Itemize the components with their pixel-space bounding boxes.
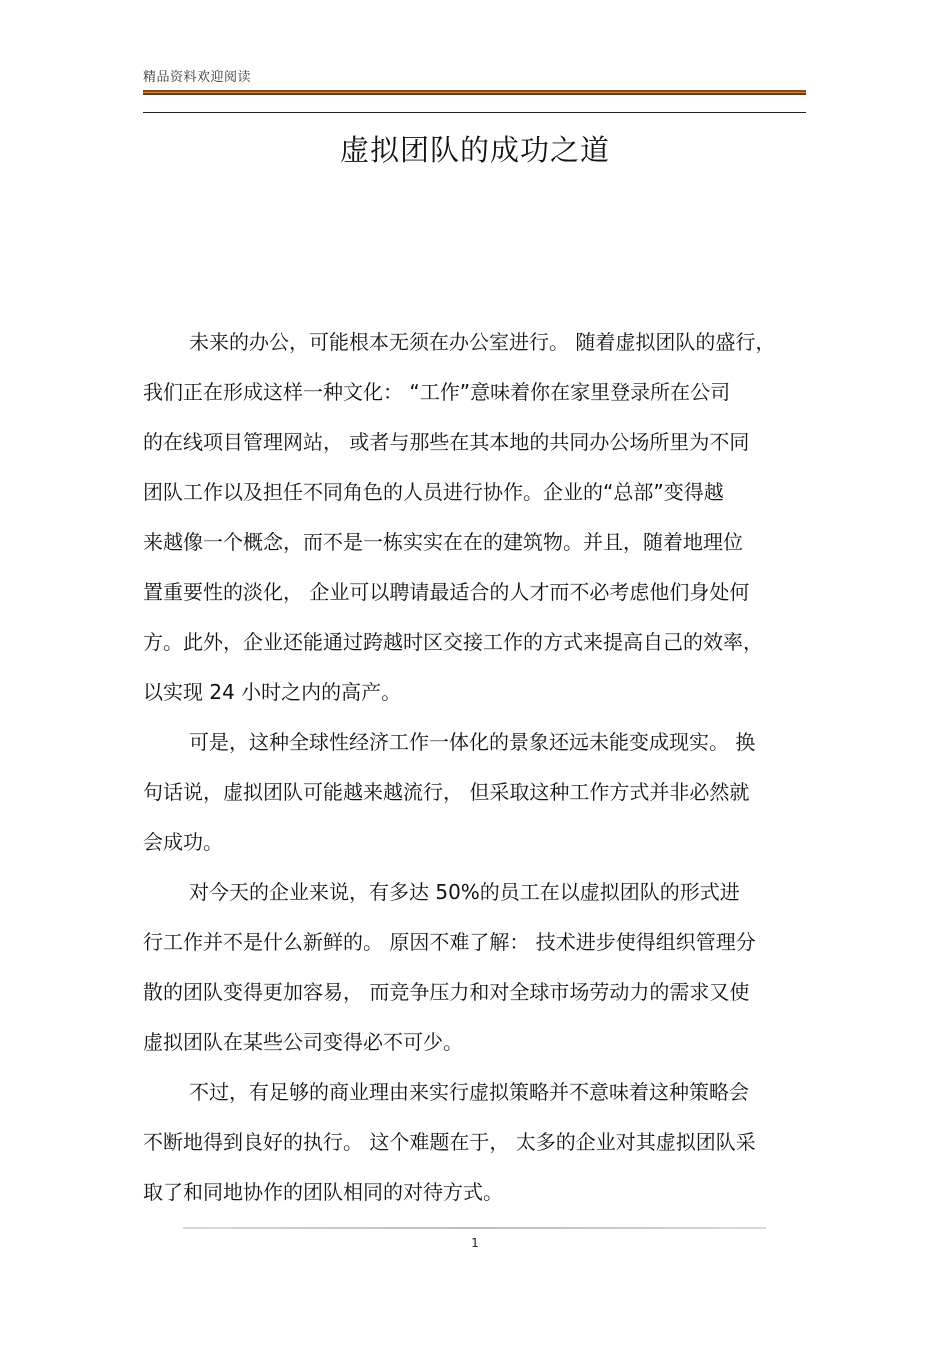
paragraph-3-line-2: 行工作并不是什么新鲜的。 原因不难了解： 技术进步使得组织管理分 bbox=[143, 930, 756, 954]
paragraph-2-line-2: 句话说，虚拟团队可能越来越流行， 但采取这种工作方式并非必然就 bbox=[143, 780, 750, 804]
footer-rule bbox=[183, 1227, 766, 1229]
paragraph-2-line-1: 可是，这种全球性经济工作一体化的景象还远未能变成现实。 换 bbox=[189, 730, 756, 754]
page-header-text: 精品资料欢迎阅读 bbox=[143, 70, 252, 85]
paragraph-1-line-5: 来越像一个概念，而不是一栋实实在在的建筑物。并且，随着地理位 bbox=[143, 530, 743, 554]
paragraph-1-line-3: 的在线项目管理网站， 或者与那些在其本地的共同办公场所里为不同 bbox=[143, 430, 750, 454]
paragraph-3-line-1: 对今天的企业来说，有多达 50%的员工在以虚拟团队的形式进 bbox=[189, 880, 740, 904]
document-title: 虚拟团队的成功之道 bbox=[339, 133, 610, 167]
paragraph-1-line-6: 置重要性的淡化， 企业可以聘请最适合的人才而不必考虑他们身处何 bbox=[143, 580, 750, 604]
paragraph-1-line-4: 团队工作以及担任不同角色的人员进行协作。企业的“总部”变得越 bbox=[143, 480, 724, 504]
header-decorative-rule bbox=[143, 90, 806, 95]
paragraph-4-line-2: 不断地得到良好的执行。 这个难题在于， 太多的企业对其虚拟团队采 bbox=[143, 1130, 756, 1154]
paragraph-4-line-1: 不过，有足够的商业理由来实行虚拟策略并不意味着这种策略会 bbox=[189, 1080, 749, 1104]
paragraph-3-line-4: 虚拟团队在某些公司变得必不可少。 bbox=[143, 1030, 463, 1054]
paragraph-4-line-3: 取了和同地协作的团队相同的对待方式。 bbox=[143, 1180, 503, 1204]
paragraph-2-line-3: 会成功。 bbox=[143, 830, 223, 854]
paragraph-3-line-3: 散的团队变得更加容易， 而竞争压力和对全球市场劳动力的需求又使 bbox=[143, 980, 750, 1004]
paragraph-1-line-7: 方。此外，企业还能通过跨越时区交接工作的方式来提高自己的效率， bbox=[143, 630, 763, 654]
paragraph-1-line-2: 我们正在形成这样一种文化： “工作”意味着你在家里登录所在公司 bbox=[143, 380, 731, 404]
paragraph-1-line-8: 以实现 24 小时之内的高产。 bbox=[143, 680, 402, 704]
page-number: 1 bbox=[471, 1236, 479, 1250]
paragraph-1-line-1: 未来的办公，可能根本无须在办公室进行。 随着虚拟团队的盛行， bbox=[189, 330, 776, 354]
header-thin-rule bbox=[143, 112, 806, 113]
